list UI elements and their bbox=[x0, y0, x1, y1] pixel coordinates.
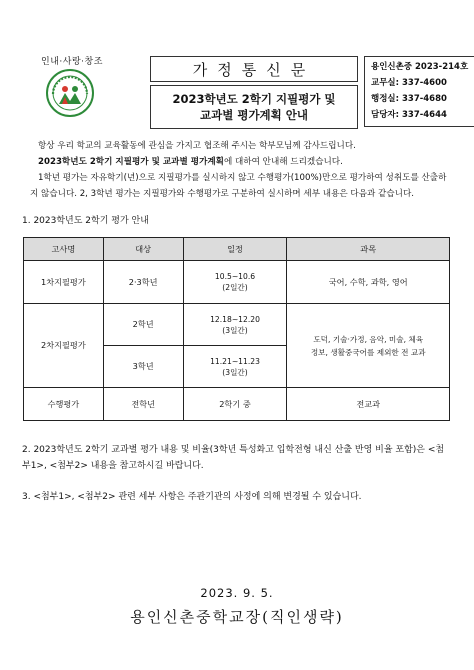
section-3-text: 3. <첨부1>, <첨부2> 관련 세부 사항은 주관기관의 사정에 의해 변경될 수 있습니다. bbox=[22, 492, 362, 502]
school-motto: 인내·사랑·창조 bbox=[41, 57, 103, 67]
intro-purpose bbox=[30, 155, 450, 171]
exam-schedule bbox=[183, 261, 287, 304]
principal-signature: 용인신촌중학교장(직인생략) bbox=[130, 608, 344, 626]
exam-duration: (3일간) bbox=[222, 367, 248, 377]
table-header-row bbox=[24, 238, 450, 261]
issue-date: 2023. 9. 5. bbox=[200, 586, 274, 600]
intro-details: 1학년 평가는 자유학기(년)으로 지필평가를 실시하지 않고 수행평가(100%)만으로 평가하여 성취도를 산출하지 않습니다. 2, 3학년 평가는 지필평가와 수행평가로 구분하여 실시하며 세부 내용은 다음과 같습니다. bbox=[30, 173, 447, 199]
subtitle-line-1: 2023학년도 2학기 지필평가 및 bbox=[172, 92, 336, 106]
exam-target: 2·3학년 bbox=[103, 261, 183, 304]
exam-schedule: 2학기 중 bbox=[183, 388, 287, 421]
exam-date: 10.5~10.6 bbox=[214, 272, 256, 281]
notice-subtitle bbox=[150, 85, 358, 129]
exam-subjects: 전교과 bbox=[287, 388, 450, 421]
exam-target: 3학년 bbox=[103, 346, 183, 388]
exam-name: 2차지필평가 bbox=[24, 304, 104, 388]
office-phone: 교무실: 337-4600 bbox=[371, 78, 447, 88]
document-number: 용인신촌중 2023-214호 bbox=[371, 62, 469, 72]
exam-target: 전학년 bbox=[103, 388, 183, 421]
letter-header bbox=[27, 53, 469, 123]
exam-date: 11.21~11.23 bbox=[210, 356, 260, 366]
intro-greeting: 항상 우리 학교의 교육활동에 관심을 가지고 협조해 주시는 학부모님께 감사드립니다. bbox=[38, 141, 356, 151]
exam-date: 12.18~12.20 bbox=[210, 314, 260, 324]
table-row bbox=[24, 388, 450, 421]
contact-person-phone: 담당자: 337-4644 bbox=[371, 110, 447, 120]
school-logo-area bbox=[27, 52, 135, 122]
exam-subjects bbox=[287, 304, 450, 388]
intro-purpose-rest: 에 대하여 안내해 드리겠습니다. bbox=[223, 157, 343, 167]
evaluation-schedule-table bbox=[23, 237, 450, 421]
section-1-heading: 1. 2023학년도 2학기 평가 안내 bbox=[22, 216, 149, 226]
school-seal-icon bbox=[45, 68, 95, 118]
notice-title: 가정통신문 bbox=[150, 56, 358, 82]
exam-subjects: 국어, 수학, 과학, 영어 bbox=[287, 261, 450, 304]
header-subjects: 과목 bbox=[287, 238, 450, 261]
exam-name: 수행평가 bbox=[24, 388, 104, 421]
exam-name: 1차지필평가 bbox=[24, 261, 104, 304]
admin-office-phone: 행정실: 337-4680 bbox=[371, 94, 447, 104]
exam-duration: (3일간) bbox=[222, 325, 248, 335]
table-row bbox=[24, 261, 450, 304]
subjects-line-1: 도덕, 기술·가정, 음악, 미술, 체육 bbox=[313, 334, 424, 344]
header-schedule: 일정 bbox=[183, 238, 287, 261]
header-target: 대상 bbox=[103, 238, 183, 261]
header-exam: 고사명 bbox=[24, 238, 104, 261]
table-row bbox=[24, 304, 450, 346]
exam-schedule bbox=[183, 346, 287, 388]
exam-duration: (2일간) bbox=[222, 283, 248, 292]
section-2-text: 2. 2023학년도 2학기 교과별 평가 내용 및 비율(3학년 특성화고 입학전형 내신 산출 반영 비율 포함)은 <첨부1>, <첨부2> 내용을 참고하시길 바랍니다. bbox=[22, 445, 445, 471]
exam-target: 2학년 bbox=[103, 304, 183, 346]
subtitle-line-2: 교과별 평가계획 안내 bbox=[200, 108, 308, 122]
subjects-line-2: 정보, 생활중국어를 제외한 전 교과 bbox=[310, 347, 426, 357]
exam-schedule bbox=[183, 304, 287, 346]
intro-purpose-bold: 2023학년도 2학기 지필평가 및 교과별 평가계획 bbox=[38, 157, 224, 167]
contact-info bbox=[364, 56, 474, 127]
